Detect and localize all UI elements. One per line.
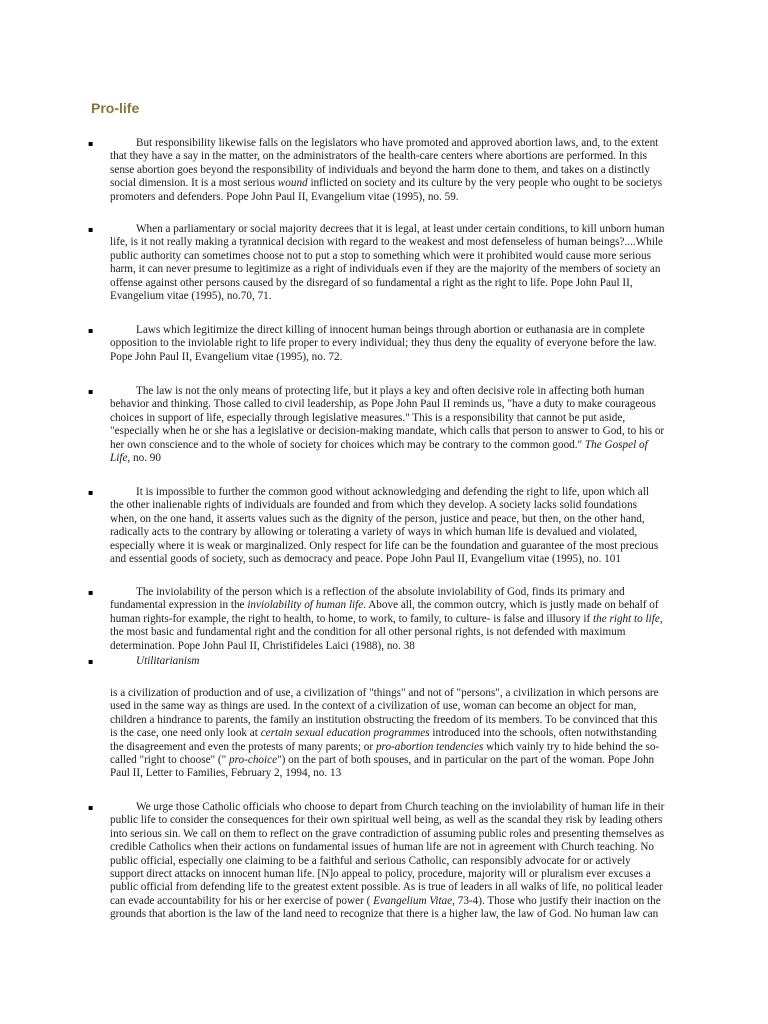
bullet-icon: ▪ xyxy=(88,139,94,148)
page-title: Pro-life xyxy=(91,100,140,116)
paragraph-text: But responsibility likewise falls on the legislators who have promoted and approved abortion laws, and, to the extent that they have a say in the matter, on the administrators of the health-care centers where abortions are performed. In this sense abortion goes beyond the responsibility of individuals and beyond the harm done to them, and takes on a distinctly social dimension. It is a most serious wound inflicted on society and its culture by the very people who ought to be societys promoters and defenders. Pope John Paul II, Evangelium vitae (1995), no. 59. xyxy=(110,137,663,203)
section-subheading: Utilitarianism xyxy=(136,655,200,667)
paragraph-text: The inviolability of the person which is a reflection of the absolute inviolability of God, finds its primary and fundamental expression in the inviolability of human life. Above all, the common outcry, which is justly made on behalf of human rights-for example, the right to health, to home, to work, to family, to culture- is false and illusory if the right to life, the most basic and fundamental right and the condition for all other personal rights, is not defended with maximum determination. Pope John Paul II, Christifideles Laici (1988), no. 38 xyxy=(110,586,663,652)
paragraph-text: We urge those Catholic officials who choose to depart from Church teaching on the inviolability of human life in their public life to consider the consequences for their own spiritual well being, as well as the scandal they risk by leading others into serious sin. We call on them to reflect on the grave contradiction of assuming public roles and presenting themselves as credible Catholics when their actions on fundamental issues of human life are not in agreement with Church teaching. No public official, especially one claiming to be a faithful and serious Catholic, can responsibly advocate for or actively support direct attacks on innocent human life. [N]o appeal to policy, procedure, majority will or pluralism ever excuses a public official from defending life to the greatest extent possible. As is true of leaders in all walks of life, no political leader can evade accountability for his or her exercise of power ( Evangelium Vitae, 73-4). Those who justify their inaction on the grounds that abortion is the law of the land need to recognize that there is a higher law, the law of God. No human law can xyxy=(110,801,665,921)
bullet-icon: ▪ xyxy=(88,488,94,497)
bullet-icon: ▪ xyxy=(88,657,94,666)
paragraph-text: Laws which legitimize the direct killing of innocent human beings through abortion or euthanasia are in complete opposition to the inviolable right to life proper to every individual; they thus deny the equality of everyone before the law. Pope John Paul II, Evangelium vitae (1995), no. 72. xyxy=(110,324,657,363)
paragraph-text: is a civilization of production and of use, a civilization of "things" and not of "persons", a civilization in which persons are used in the same way as things are used. In the context of a civilization of use, woman can become an object for man, children a hindrance to parents, the family an institution obstructing the freedom of its members. To be convinced that this is the case, one need only look at certain sexual education programmes introduced into the schools, often notwithstanding the disagreement and even the protests of many parents; or pro-abortion tendencies which vainly try to hide behind the so-called "right to choose" (" pro-choice") on the part of both spouses, and in particular on the part of the woman. Pope John Paul II, Letter to Families, February 2, 1994, no. 13 xyxy=(110,687,660,780)
bullet-icon: ▪ xyxy=(88,588,94,597)
paragraph-text: The law is not the only means of protecting life, but it plays a key and often decisive role in affecting both human behavior and thinking. Those called to civil leadership, as Pope John Paul II reminds us, "have a duty to make courageous choices in support of life, especially through legislative measures." This is a responsibility that cannot be put aside, "especially when he or she has a legislative or decision-making mandate, which calls that person to answer to God, to his or her own conscience and to the whole of society for choices which may be contrary to the common good." The Gospel of Life, no. 90 xyxy=(110,385,665,465)
bullet-icon: ▪ xyxy=(88,225,94,234)
bullet-icon: ▪ xyxy=(88,326,94,335)
bullet-icon: ▪ xyxy=(88,387,94,396)
paragraph-text: When a parliamentary or social majority decrees that it is legal, at least under certain conditions, to kill unborn human life, is it not really making a tyrannical decision with regard to the weakest and most defenseless of human beings?....While public authority can sometimes choose not to put a stop to something which were it prohibited would cause more serious harm, it can never presume to legitimize as a right of individuals even if they are the majority of the members of society an offense against other persons caused by the disregard of so fundamental a right as the right to life. Pope John Paul II, Evangelium vitae (1995), no.70, 71. xyxy=(110,223,665,303)
paragraph-text: It is impossible to further the common good without acknowledging and defending the right to life, upon which all the other inalienable rights of individuals are founded and from which they develop. A society lacks solid foundations when, on the one hand, it asserts values such as the dignity of the person, justice and peace, but then, on the other hand, radically acts to the contrary by allowing or tolerating a variety of ways in which human life is devalued and violated, especially where it is weak or marginalized. Only respect for life can be the foundation and guarantee of the most precious and essential goods of society, such as democracy and peace. Pope John Paul II, Evangelium vitae (1995), no. 101 xyxy=(110,486,659,566)
bullet-icon: ▪ xyxy=(88,803,94,812)
